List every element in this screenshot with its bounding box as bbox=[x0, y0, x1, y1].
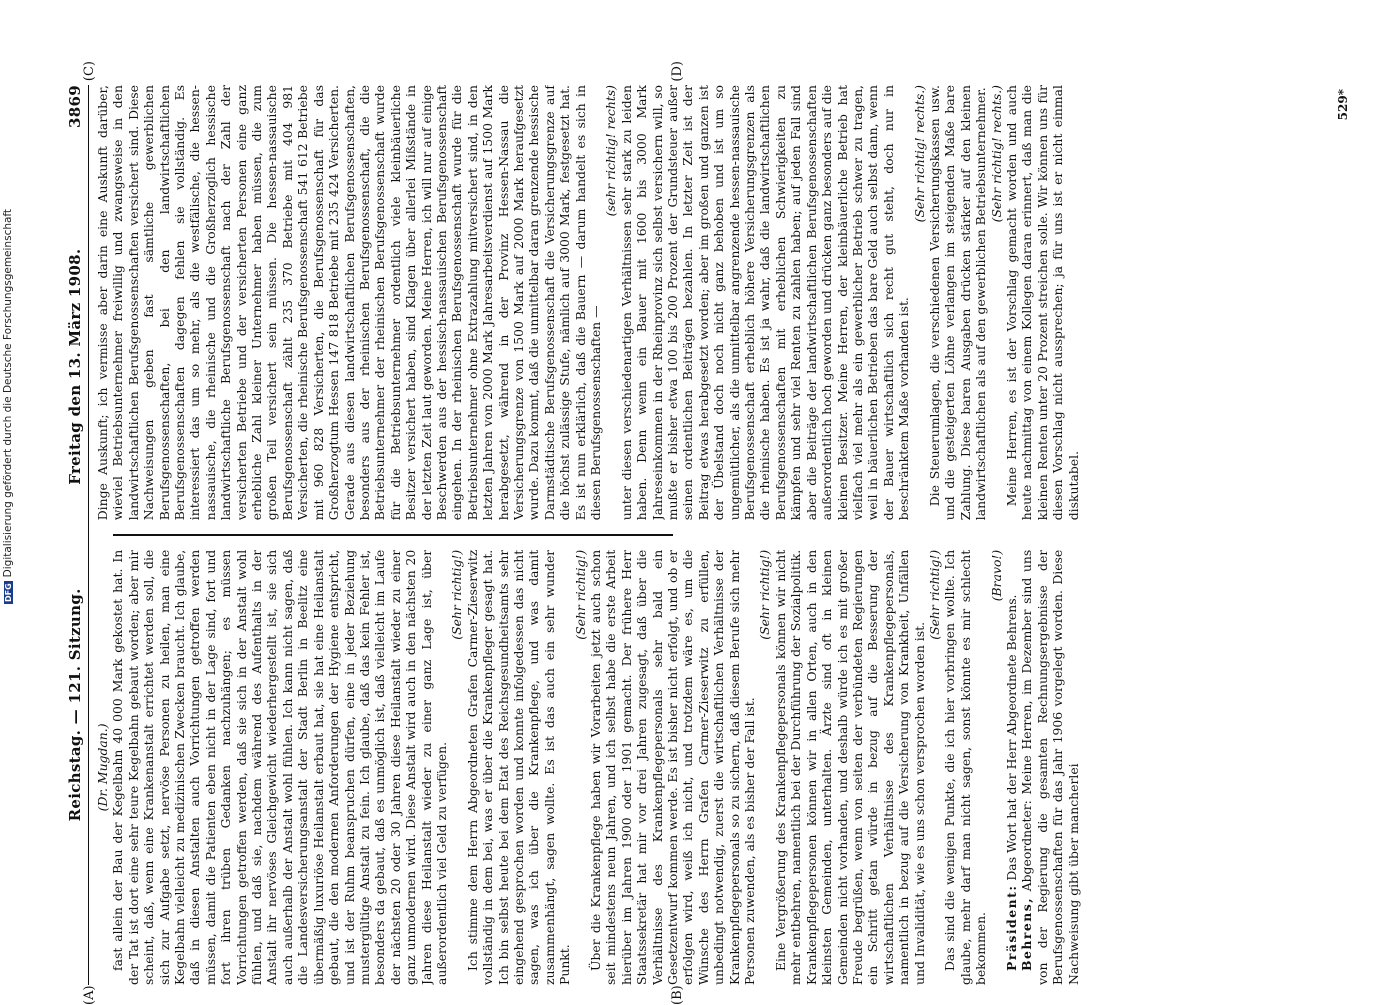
applause-note: (Sehr richtig!) bbox=[926, 549, 942, 640]
applause-note: (Sehr richtig!) bbox=[572, 549, 588, 640]
column-divider bbox=[113, 534, 673, 536]
applause-note: (sehr richtig! rechts) bbox=[603, 85, 619, 217]
credit-text: Digitalisierung gefördert durch die Deutsche Forschungsgemeinschaft bbox=[2, 208, 14, 578]
paragraph: unter diesen verschiedenartigen Verhältnissen sehr stark zu leiden haben. Denn wenn ein Bauer mit 1600 bis 3000 Mark Jahreseinkommen in der Rheinprovinz sich selbst versichern will, so mußte er bisher etwa 100 bis 200 Prozent der Grundsteuer außer seinen ordentlichen Beiträgen bezahlen. In letzter Zeit ist der Beitrag etwas herabgesetzt worden; aber im großen und ganzen ist der Übelstand doch noch nicht ganz behoben und ist um so ungemütlicher, als die unmittelbar angrenzende hessen-nassauische Berufsgenossenschaft erheblich höhere Versicherungsgrenzen als die rheinische haben. Es ist ja wahr, daß die landwirtschaftlichen Berufsgenossenschaften mit erheblichen Schwierigkeiten zu kämpfen und sehr viel Renten zu zahlen haben; auf jeden Fall sind aber die Beiträge der landwirtschaftlichen Berufsgenossenschaften außerordentlich hoch geworden und drücken ganz besonders auf die kleinen Besitzer. Meine Herren, der kleinbäuerliche Betrieb hat vielfach viel mehr als ein gewerblicher Betrieb schwer zu tragen, weil in bäuerlichen Betrieben das bare Geld auch selbst dann, wenn der Bauer wirtschaftlich sich recht gut steht, doch nur in beschränktem Maße vorhanden ist. bbox=[618, 85, 912, 521]
column-right bbox=[95, 85, 1315, 520]
applause-note: (Bravo!) bbox=[988, 549, 1004, 602]
signature-mark: 529* bbox=[1336, 89, 1350, 121]
margin-mark-d: (D) bbox=[670, 61, 685, 82]
paragraph: Ich stimme dem Herrn Abgeordneten Grafen Carmer-Zieserwitz vollständig in dem bei, was er über die Krankenpfleger gesagt hat. Ich bin selbst heute bei dem Etat des Reichsgesundheitsamts sehr eingehend gesprochen worden und konnte infolgedessen das nicht sagen, was ich über die Krankenpflege, und was damit zusammenhängt, sagen wollte. Es ist das auch ein sehr wunder Punkt. bbox=[464, 549, 573, 985]
paragraph bbox=[1019, 550, 1081, 985]
header-page-number: 3869 bbox=[66, 85, 84, 128]
paragraph: Über die Krankenpflege haben wir Vorarbeiten jetzt auch schon seit mindestens neun Jahren, und ich selbst habe die erste Arbeit hierüber im Jahren 1900 oder 1901 gemacht. Der frühere Herr Staatssekretär hat mir vor drei Jahren zugesagt, daß über die Verhältnisse des Krankenpflegepersonals sehr bald ein Gesetzentwurf kommen werde. Es ist bisher nicht erfolgt, und ob er erfolgen wird, weiß ich nicht, und trotzdem wäre es, um die Wünsche des Herrn Grafen Carmer-Zieserwitz zu erfüllen, unbedingt notwendig, zuerst die wirtschaftlichen Verhältnisse der Krankenpflegepersonals so zu sichern, daß diesem Berufe sich mehr Personen zuwenden, als es bisher der Fall ist. bbox=[588, 549, 758, 985]
applause-note: (Sehr richtig! rechts.) bbox=[911, 85, 927, 223]
document-page bbox=[60, 61, 1350, 1005]
header-date: Freitag den 13. März 1908. bbox=[66, 248, 84, 485]
paragraph: Eine Vergrößerung des Krankenpflegepersonals können wir nicht mehr entbehren, namentlich bei der Durchführung der Sozialpolitik. Krankenpflegepersonen können wir in allen Orten, auch in den kleinsten Gemeinden, unterhalten. Ärzte sind oft in kleinen Gemeinden nicht vorhanden, und deshalb würde ich es mit großer Freude begrüßen, wenn von seiten der verbündeten Regierungen ein Schritt getan würde in bezug auf die Besserung der wirtschaftlichen Verhältnisse des Krankenpflegepersonals, namentlich in bezug auf die Versicherung von Krankheit, Unfällen und Invalidität, wie es uns schon versprochen worden ist. bbox=[772, 549, 927, 985]
margin-mark-c: (C) bbox=[82, 61, 97, 82]
column-left bbox=[95, 550, 1315, 985]
paragraph: Meine Herren, es ist der Vorschlag gemacht worden und auch heute nachmittag von einem Kollegen daran erinnert, daß man die kleinen Renten unter 20 Prozent streichen solle. Wir können uns für diesen Vorschlag nicht aussprechen; ja für uns ist er nicht einmal diskutabel. bbox=[1003, 85, 1081, 521]
paragraph: Die Steuerumlagen, die verschiedenen Versicherungskassen usw. und die gesteigerten Löhne verlangen im steigenden Maße bare Zahlung. Diese baren Ausgaben drücken stärker auf den kleinen landwirtschaftlichen als auf den gewerblichen Betriebsunternehmer. bbox=[926, 85, 989, 521]
digitization-credit bbox=[2, 208, 16, 604]
margin-mark-b: (B) bbox=[670, 985, 685, 1005]
speaker-name: Behrens, bbox=[1019, 896, 1035, 971]
margin-mark-a: (A) bbox=[82, 985, 97, 1005]
page-header bbox=[66, 85, 89, 985]
paragraph: Dinge Auskunft; ich vermisse aber darin eine Auskunft darüber, wieviel Betriebsunternehmer freiwillig und zwangsweise in den landwirtschaftlichen Berufsgenossenschaften versichert sind. Diese Nachweisungen geben fast sämtliche gewerblichen Berufsgenossenschaften, bei den landwirtschaftlichen Berufsgenossenschaften dagegen fehlen sie vollständig. Es interessiert das um so mehr, als die westfälische, die hessen-nassauische, die rheinische und die Großherzoglich hessische landwirtschaftliche Berufsgenossenschaft nach der Zahl der versicherten Betriebe und der versicherten Personen eine ganz erhebliche Zahl kleiner Unternehmer haben müssen, die zum großen Teil versichert sein müssen. Die hessen-nassauische Berufsgenossenschaft zählt 235 370 Betriebe mit 404 981 Versicherten, die rheinische Berufsgenossenschaft 541 612 Betriebe mit 960 828 Versicherten, die Berufsgenossenschaft für das Großherzogtum Hessen 147 818 Betriebe mit 235 424 Versicherten. Gerade aus diesen landwirtschaftlichen Berufsgenossenschaften, besonders aus der rheinischen Berufsgenossenschaft, die die Betriebsunternehmer der rheinischen Berufsgenossenschaft wurde für die Betriebsunternehmer ordentlich viele kleinbäuerliche Besitzer versichert haben, sind Klagen über allerlei Mißstände in der letzten Zeit laut geworden. Meine Herren, ich will nur auf einige Beschwerden aus der hessisch-nassauischen Berufsgenossenschaft eingehen. In der rheinischen Berufsgenossenschaft wurde für die Betriebsunternehmer ohne Extrazahlung mitversichert sind, in den letzten Jahren von 2000 Mark Jahresarbeitsverdienst auf 1500 Mark herabgesetzt, während in der Provinz Hessen-Nassau die Versicherungsgrenze von 1500 Mark auf 2000 Mark heraufgesetzt wurde. Dazu kommt, daß die unmittelbar daran grenzende hessische Darmstädtische Berufsgenossenschaft die Versicherungsgrenze auf die höchst zulässige Stufe, nämlich auf 3000 Mark, festgesetzt hat. Es ist nun erklärlich, daß die Bauern — darum handelt es sich in diesen Berufsgenossenschaften — bbox=[95, 85, 603, 521]
speaker-reference: (Dr. Mugdan.) bbox=[95, 723, 110, 812]
paragraph: fast allein der Bau der Kegelbahn 40 000 Mark gekostet hat. In der Tat ist dort eine sehr teure Kegelbahn gebaut worden; aber mir scheint, daß, wenn eine Krankenanstalt errichtet werden soll, die sich zur Aufgabe setzt, nervöse Personen zu heilen, man eine Kegelbahn vielleicht zu medizinischen Zwecken braucht. Ich glaube, daß in diesen Anstalten auch Vorrichtungen getroffen werden müssen, damit die Patienten eben nicht in der Lage sind, fort und fort ihren trüben Gedanken nachzuhängen; es müssen Vorrichtungen getroffen werden, daß sie sich in der Anstalt wohl fühlen, und daß sie, nachdem während des Aufenthalts in der Anstalt ihr nervöses Gleichgewicht wiederhergestellt ist, sie sich auch außerhalb der Anstalt wohl fühlen. Ich kann nicht sagen, daß die Landesversicherungsanstalt der Stadt Berlin in Beelitz eine übermäßig luxuriöse Heilanstalt erbaut hat, sie hat eine Heilanstalt gebaut, die den modernen Anforderungen der Hygiene entspricht, und ist der Ruhm beanspruchen dürfen, eine in jeder Beziehung mustergültige Anstalt zu fein. Ich glaube, daß das kein Fehler ist, besonders da gebaut, daß es unmöglich ist, daß vielleicht im Laufe der nächsten 20 oder 30 Jahren diese Heilanstalt wieder zu einer ganz unmodernen wird. Diese Anstalt wird auch in den nächsten 20 Jahren diese Heilanstalt wieder zu einer ganz Lage ist, über außerordentlich viel Geld zu verfügen. bbox=[110, 549, 449, 985]
applause-note: (Sehr richtig! rechts.) bbox=[988, 85, 1004, 223]
applause-note: (Sehr richtig!) bbox=[449, 549, 465, 640]
speech-text: Das Wort hat der Herr Abgeordnete Behrens. bbox=[1003, 594, 1019, 881]
speech-text: Abgeordneter: Meine Herren, im Dezember sind uns von der Regierung die gesamten Rechnungsergebnisse der Berufsgenossenschaften für das Jahr 1906 vorgelegt worden. Diese Nachweisung gibt über mancherlei bbox=[1019, 549, 1081, 985]
paragraph: Das sind die wenigen Punkte, die ich hier vorbringen wollte. Ich glaube, mehr darf man nicht sagen, sonst könnte es mir schlecht bekommen. bbox=[942, 549, 989, 985]
speaker-name: Präsident: bbox=[1003, 884, 1019, 971]
dfg-logo-icon: DFG bbox=[4, 583, 13, 602]
applause-note: (Sehr richtig!) bbox=[757, 549, 773, 640]
header-title: Reichstag. — 121. Sitzung. bbox=[66, 588, 84, 822]
paragraph bbox=[1004, 550, 1019, 985]
